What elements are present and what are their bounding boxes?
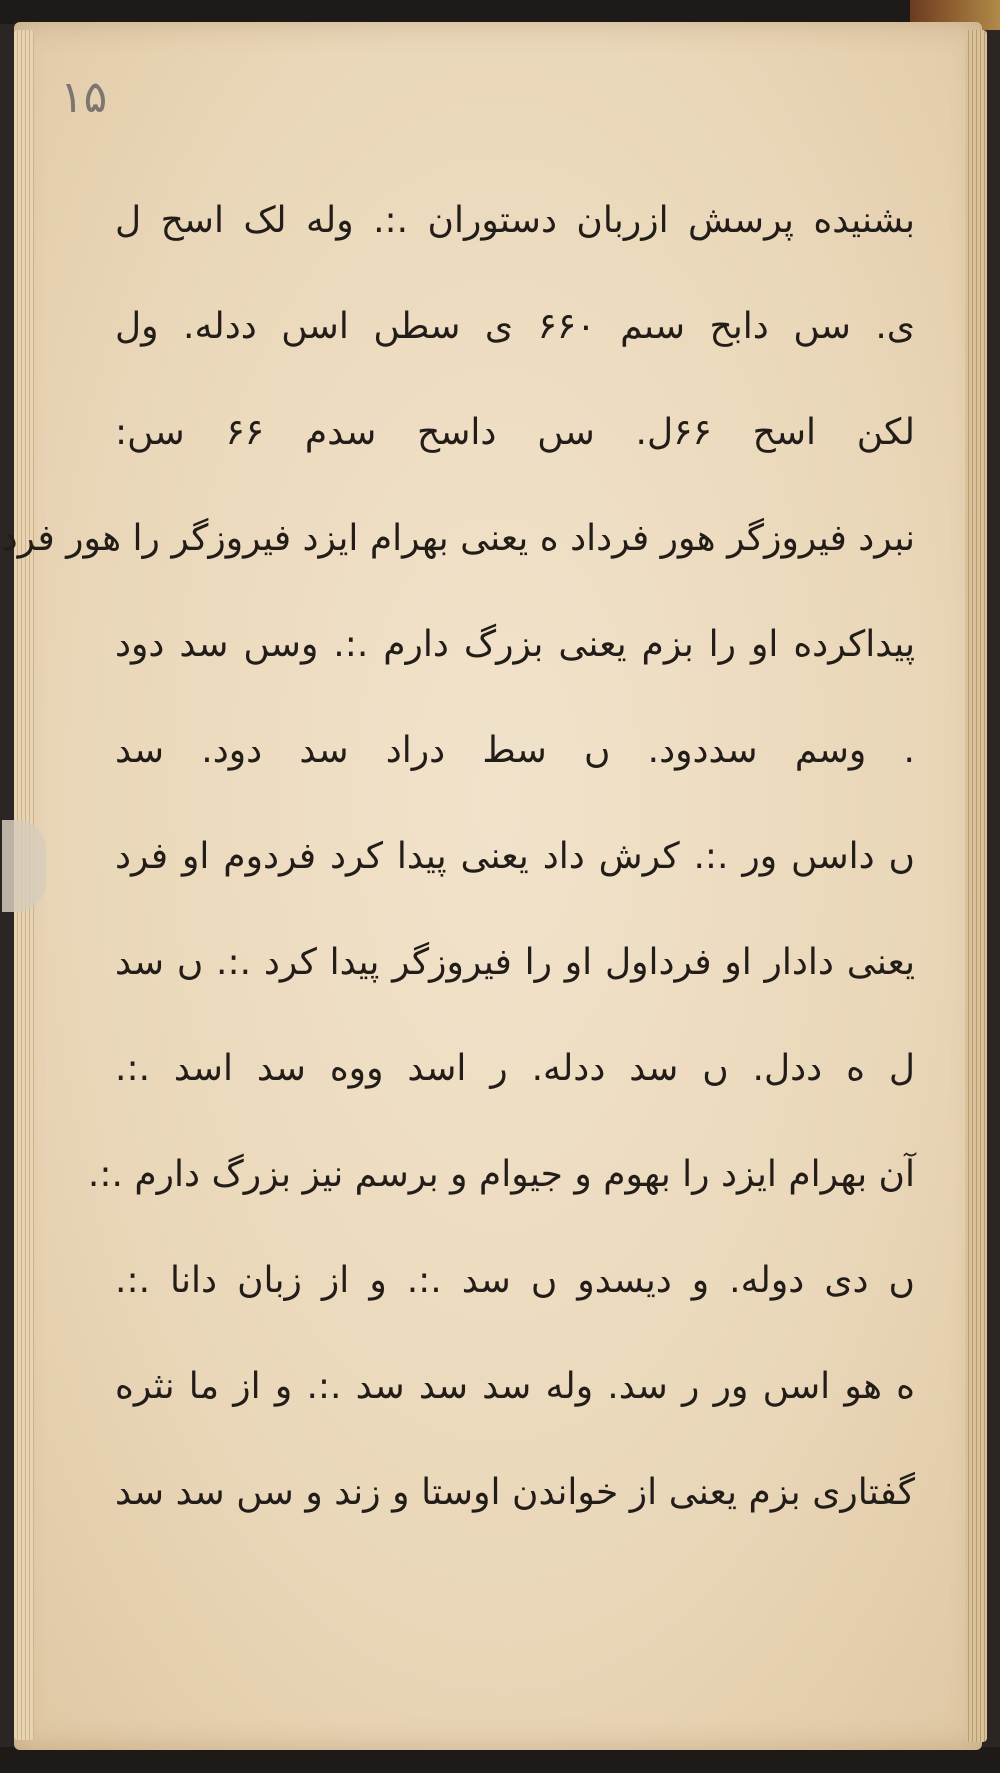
text-line-10: آن بهرام ایزد را بهوم و جیوام و برسم نیز بزرگ دارم .:. (87, 1154, 915, 1195)
bottom-dark-band (0, 1747, 1000, 1773)
top-dark-band (0, 0, 1000, 24)
text-line-3: لکن اسح ۶۶ل. سں داسح سدم ۶۶ سں: (115, 412, 916, 453)
text-line-9: ل ه ددل. ں سد ددله. ر اسد ووه سد اسد .:. (115, 1048, 915, 1089)
text-line-8: یعنی دادار او فرداول او را فیروزگر پیدا کرد .:. ں سد (115, 942, 915, 983)
text-line-5: پیداکرده او را بزم یعنی بزرگ دارم .:. وسں سد دود (115, 624, 915, 665)
text-line-11: ں دی دوله. و دیسدو ں سد .:. و از زبان دانا .:. (115, 1260, 915, 1301)
text-line-13: گفتاری بزم یعنی از خواندن اوستا و زند و سں سد سد (115, 1472, 915, 1513)
page-edge-right (965, 30, 987, 1742)
folio-number: ۱۵ (60, 72, 108, 123)
text-line-1: بشنیده پرسش ازربان دستوران .:. وله لک اسح ل (115, 200, 915, 241)
text-line-7: ں داسں ور .:. کرش داد یعنی پیدا کرد فردوم او فرد (115, 836, 915, 877)
text-line-6: . وسم سددود. ں سط دراد سد دود. سد (115, 730, 915, 771)
text-line-12: ه هو اسں ور ر سد. وله سد سد سد .:. و از ما نثره (115, 1366, 915, 1407)
text-line-2: ی. سں دابح سٮم ۶۶۰ ی سطں اسں ددله. ول (115, 306, 915, 347)
manuscript-text (1, 168, 916, 1546)
text-line-4: نبرد فیروزگر هور فرداد ه یعنی بهرام ایزد فیروزگر را هور فرد (1, 518, 915, 559)
bookmark-tab (2, 820, 46, 912)
